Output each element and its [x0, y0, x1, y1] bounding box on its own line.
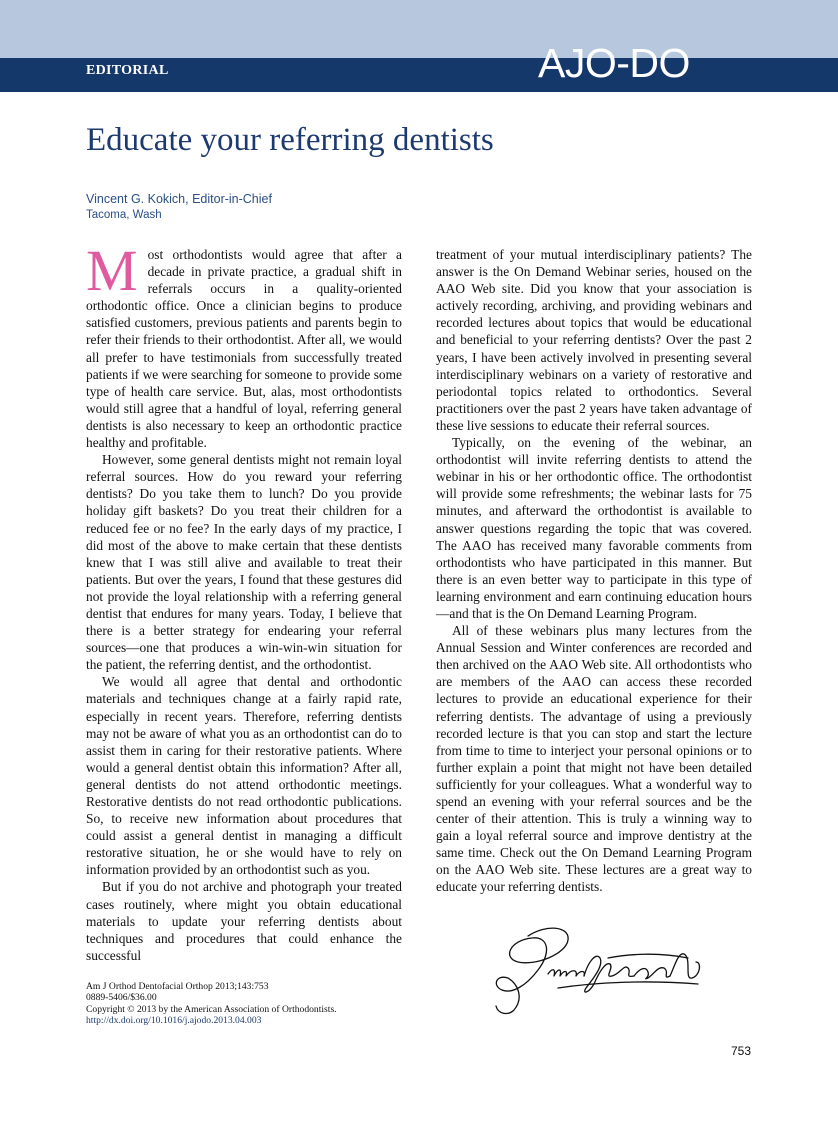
citation: Am J Orthod Dentofacial Orthop 2013;143:753: [86, 981, 269, 992]
section-label: EDITORIAL: [86, 63, 169, 78]
paragraph: We would all agree that dental and orthodontic materials and techniques change at a fairly rapid rate, especially in recent years. Therefore, referring dentists may not be aware of what you as an orthodontist can do to assist them in caring for their restorative patients. Where would a general dentist obtain this information? After all, general dentists do not attend orthodontic meetings. Restorative dentists do not read orthodontic publications. So, to receive new information about procedures that could assist a general dentist in managing a difficult restorative situation, he or she would have to rely on information provided by an orthodontist such as you.: [86, 674, 402, 878]
header-top-band: [0, 0, 838, 58]
paragraph: treatment of your mutual interdisciplinary patients? The answer is the On Demand Webinar series, housed on the AAO Web site. Did you know that your association is actively recording, archiving, and providing webinars and recorded lectures about topics that would be educational and beneficial to your referring dentists? Over the past 2 years, I have been actively involved in presenting several interdisciplinary webinars on a variety of restorative and periodontal topics related to orthodontics. Several practitioners over the past 2 years have taken advantage of these live sessions to educate their referral sources.: [436, 247, 752, 433]
right-column: [436, 246, 752, 896]
citation-footer: [86, 981, 337, 1027]
paragraph: However, some general dentists might not remain loyal referral sources. How do you reward your referring dentists? Do you take them to lunch? Do you provide holiday gift baskets? Do you treat their children for a reduced fee or no fee? In the early days of my practice, I did most of the above to make certain that these dentists knew that I was still alive and available to treat their patients. But over the years, I found that these gestures did not provide the loyal relationship with a referring general dentist that endures for many years. Today, I believe that there is a better strategy for endearing your referral sources—one that produces a win-win-win situation for the patient, the referring dentist, and the orthodontist.: [86, 452, 402, 673]
page-number: 753: [731, 1044, 752, 1058]
author-name: Vincent G. Kokich, Editor-in-Chief: [86, 192, 272, 206]
issn: 0889-5406/$36.00: [86, 992, 157, 1004]
editor-signature: [488, 918, 713, 1023]
paragraph: But if you do not archive and photograph your treated cases routinely, where might you obtain educational materials to update your referring dentists about techniques and procedures that could enhance the successful: [86, 879, 402, 963]
paragraph: Typically, on the evening of the webinar, an orthodontist will invite referring dentists to attend the webinar in his or her orthodontic office. The orthodontist will provide some refreshments; the webinar lasts for 75 minutes, and afterward the orthodontist is available to answer questions regarding the topic that was covered. The AAO has received many favorable comments from orthodontists who have participated in this manner. But there is an even better way to participate in this type of learning environment and earn continuing education hours—and that is the On Demand Learning Program.: [436, 435, 752, 621]
doi-link[interactable]: http://dx.doi.org/10.1016/j.ajodo.2013.04.003: [86, 1015, 262, 1027]
article-title: Educate your referring dentists: [86, 122, 494, 158]
paragraph: [86, 238, 402, 451]
journal-logo: AJO-DO: [538, 40, 690, 86]
author-affiliation: Tacoma, Wash: [86, 209, 162, 221]
copyright: Copyright © 2013 by the American Association of Orthodontists.: [86, 1003, 337, 1015]
paragraph-text: ost orthodontists would agree that after a decade in private practice, a gradual shift in referrals occurs in a quality-oriented orthodontic office. Once a clinician begins to produce satisfied customers, previous patients and parents begin to refer their friends to their orthodontist. After all, we would all prefer to have testimonials from successfully treated patients if we were searching for someone to provide some type of health care service. But, alas, most orthodontists would still agree that a handful of loyal, referring general dentists is also necessary to keep an orthodontic practice healthy and profitable.: [86, 247, 402, 451]
drop-cap: M: [86, 238, 138, 303]
paragraph: All of these webinars plus many lectures from the Annual Session and Winter conferences are recorded and then archived on the AAO Web site. All orthodontists who are members of the AAO can access these recorded lectures to provide an educational experience for their referring dentists. The advantage of using a previously recorded lecture is that you can stop and start the lecture from time to time to interject your personal opinions or to further explain a point that might not have been detailed sufficiently for your colleagues. What a wonderful way to spend an evening with your referral sources and be the center of their attention. This is truly a winning way to gain a loyal referral source and improve dentistry at the same time. Check out the On Demand Learning Program on the AAO Web site. These lectures are a great way to educate your referring dentists.: [436, 623, 752, 895]
left-column: [86, 238, 402, 964]
